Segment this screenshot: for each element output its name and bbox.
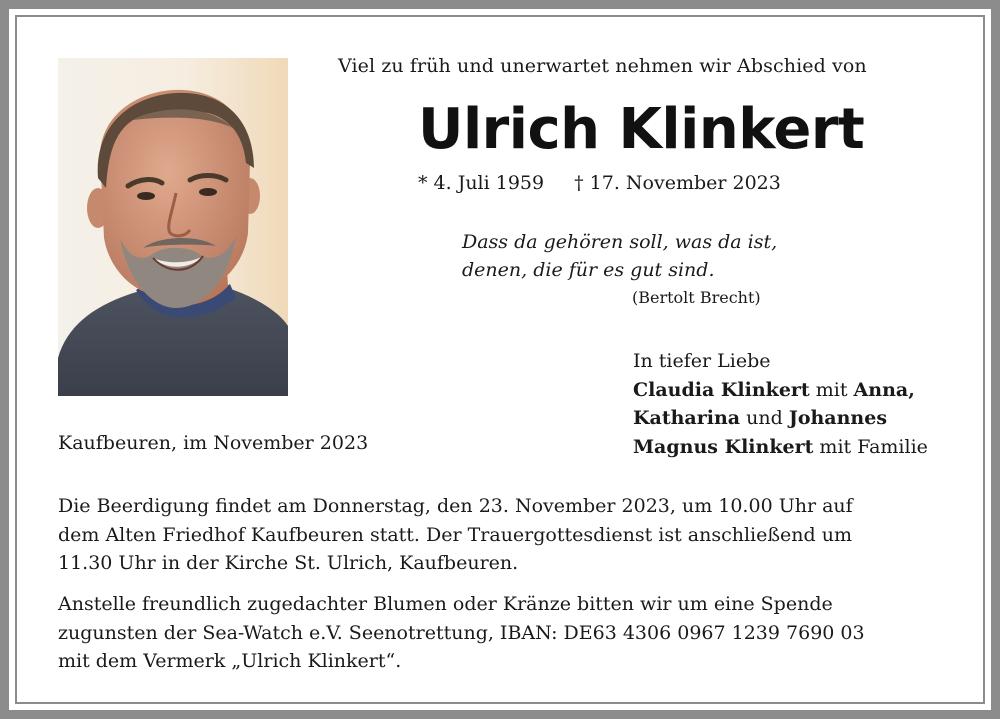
family-member-name: Katharina [633, 407, 741, 429]
donation-info [58, 590, 958, 676]
quote-line: Dass da gehören soll, was da ist, [462, 231, 778, 253]
portrait-photo [58, 58, 288, 396]
donation-line: mit dem Vermerk „Ulrich Klinkert“. [58, 650, 402, 672]
family-line [633, 433, 928, 462]
place-date: Kaufbeuren, im November 2023 [58, 432, 369, 454]
family-signature [633, 347, 928, 461]
family-line [633, 376, 928, 405]
family-connector: mit [815, 378, 848, 401]
donation-line: Anstelle freundlich zugedachter Blumen oder Kränze bitten wir um eine Spende [58, 593, 833, 615]
family-connector: mit Familie [819, 435, 928, 458]
quote-line: denen, die für es gut sind. [462, 259, 715, 281]
deceased-name: Ulrich Klinkert [418, 97, 865, 162]
family-member-name: Magnus Klinkert [633, 435, 814, 458]
family-member-name: Claudia Klinkert [633, 378, 810, 401]
birth-date: * 4. Juli 1959 [418, 172, 545, 194]
life-dates [418, 172, 781, 194]
intro-text: Viel zu früh und unerwartet nehmen wir Abschied von [338, 55, 867, 77]
family-line: In tiefer Liebe [633, 350, 771, 372]
donation-line: zugunsten der Sea-Watch e.V. Seenotrettung, IBAN: DE63 4306 0967 1239 7690 03 [58, 621, 865, 644]
funeral-line: dem Alten Friedhof Kaufbeuren statt. Der Trauergottesdienst ist anschließend um [58, 523, 852, 546]
family-member-name: Johannes [788, 407, 888, 429]
family-member-name: Anna, [853, 378, 915, 401]
funeral-info [58, 492, 958, 578]
family-line [633, 404, 928, 433]
death-date: † 17. November 2023 [574, 172, 781, 194]
funeral-line: Die Beerdigung findet am Donnerstag, den 23. November 2023, um 10.00 Uhr auf [58, 495, 853, 517]
family-connector: und [746, 407, 783, 429]
funeral-line: 11.30 Uhr in der Kirche St. Ulrich, Kaufbeuren. [58, 552, 519, 574]
quote-author: (Bertolt Brecht) [632, 288, 761, 307]
quote [462, 228, 777, 284]
